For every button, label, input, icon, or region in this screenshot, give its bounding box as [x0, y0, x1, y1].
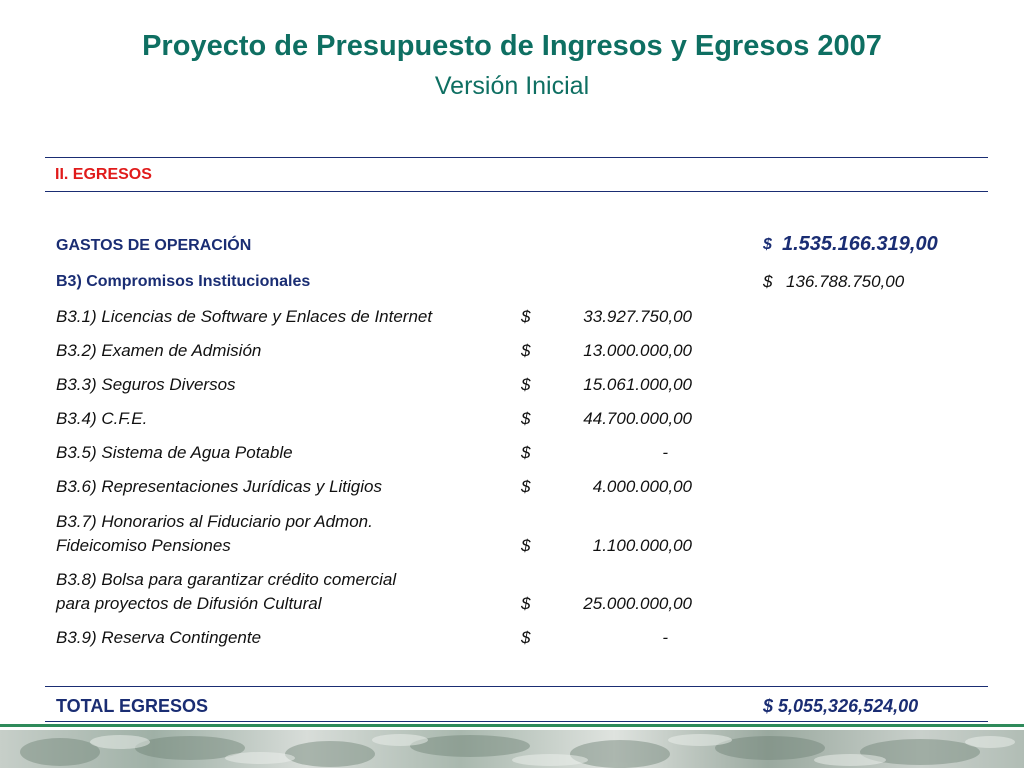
total-label: TOTAL EGRESOS [56, 696, 209, 716]
item-amount: - [662, 628, 668, 647]
footer-green-band [0, 724, 1024, 727]
compromisos-amount: 136.788.750,00 [786, 272, 905, 291]
item-currency: $ [521, 375, 531, 394]
total-top-rule [45, 686, 988, 687]
item-label: B3.5) Sistema de Agua Potable [56, 443, 293, 462]
item-label: B3.6) Representaciones Jurídicas y Litigios [56, 477, 382, 496]
item-label: B3.9) Reserva Contingente [56, 628, 262, 647]
gastos-currency: $ [763, 236, 772, 253]
item-currency: $ [521, 594, 531, 613]
page-subtitle: Versión Inicial [434, 72, 590, 100]
item-currency: $ [521, 409, 531, 428]
gastos-label: GASTOS DE OPERACIÓN [56, 237, 252, 254]
section-rule [45, 191, 988, 192]
total-bottom-rule [45, 721, 988, 722]
top-rule [45, 157, 988, 158]
item-label: B3.7) Honorarios al Fiduciario por Admon. [56, 512, 373, 531]
total-value: $ 5,055,326,524,00 [763, 696, 919, 716]
item-currency: $ [521, 443, 531, 462]
compromisos-label: B3) Compromisos Institucionales [56, 273, 311, 290]
item-amount: 33.927.750,00 [583, 307, 692, 326]
compromisos-currency: $ [763, 272, 773, 291]
item-currency: $ [521, 477, 531, 496]
item-label: B3.4) C.F.E. [56, 409, 148, 428]
item-label-line2: para proyectos de Difusión Cultural [56, 594, 322, 613]
item-amount: 13.000.000,00 [583, 341, 692, 360]
item-currency: $ [521, 307, 531, 326]
item-amount: 44.700.000,00 [583, 409, 692, 428]
footer-decorative-image [0, 730, 1024, 768]
item-currency: $ [521, 536, 531, 555]
item-amount: - [662, 443, 668, 462]
item-label: B3.2) Examen de Admisión [56, 341, 262, 360]
gastos-amount: 1.535.166.319,00 [782, 233, 938, 255]
item-amount: 25.000.000,00 [583, 594, 692, 613]
item-label: B3.1) Licencias de Software y Enlaces de Internet [56, 307, 433, 326]
section-label: II. EGRESOS [55, 166, 152, 183]
item-label-line2: Fideicomiso Pensiones [56, 536, 231, 555]
item-amount: 1.100.000,00 [592, 536, 692, 555]
item-currency: $ [521, 628, 531, 647]
item-currency: $ [521, 341, 531, 360]
page-title: Proyecto de Presupuesto de Ingresos y Egresos 2007 [142, 30, 882, 62]
item-amount: 4.000.000,00 [592, 477, 692, 496]
item-amount: 15.061.000,00 [583, 375, 692, 394]
item-label: B3.8) Bolsa para garantizar crédito comercial [56, 570, 397, 589]
item-label: B3.3) Seguros Diversos [56, 375, 236, 394]
